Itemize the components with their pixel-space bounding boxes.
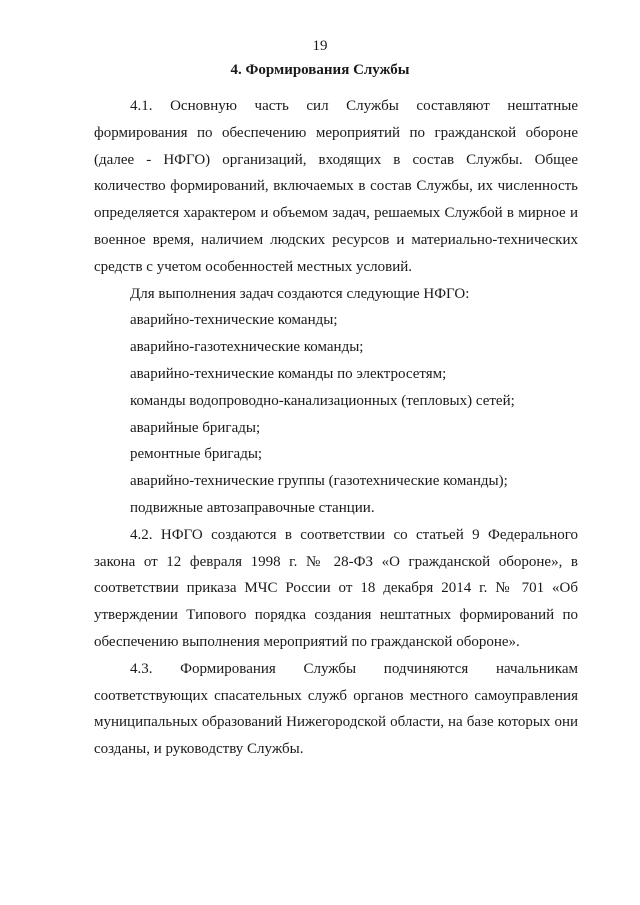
text-line: военное время, наличием людских ресурсов и материально-технических	[94, 231, 578, 248]
page-number: 19	[312, 38, 328, 54]
text-line: соответствующих спасательных служб органов местного самоуправления	[94, 687, 578, 704]
list-intro: Для выполнения задач создаются следующие НФГО:	[130, 285, 470, 302]
text-line: определяется характером и объемом задач, решаемых Службой в мирное и	[94, 205, 578, 222]
text-line: утверждении Типового порядка создания нештатных формирований по	[94, 607, 578, 624]
list-item: аварийно-технические команды по электросетям;	[130, 365, 447, 382]
list-item: аварийно-технические группы (газотехнические команды);	[130, 473, 508, 490]
list-item: аварийно-технические команды;	[130, 312, 338, 329]
list-item: подвижные автозаправочные станции.	[130, 499, 375, 516]
text-line: соответствии приказа МЧС России от 18 декабря 2014 г. № 701 «Об	[94, 580, 578, 597]
list-item: ремонтные бригады;	[130, 446, 263, 463]
document-body	[94, 93, 578, 763]
text-line: формирования по обеспечению мероприятий по гражданской обороне	[94, 124, 578, 141]
paragraph-4-2	[94, 522, 578, 656]
text-line: количество формирований, включаемых в состав Службы, их численность	[94, 178, 578, 195]
text-line: 4.2. НФГО создаются в соответствии со статьей 9 Федерального	[130, 526, 578, 543]
text-line: средств с учетом особенностей местных условий.	[94, 258, 413, 275]
list-item: аварийные бригады;	[130, 419, 261, 436]
paragraph-4-1	[94, 93, 578, 281]
text-line: обеспечению выполнения мероприятий по гражданской обороне».	[94, 633, 520, 650]
list-item: команды водопроводно-канализационных (тепловых) сетей;	[130, 392, 515, 409]
text-line: 4.1. Основную часть сил Службы составляют нештатные	[130, 98, 578, 114]
text-line: муниципальных образований Нижегородской области, на базе которых они	[94, 714, 578, 731]
text-line: 4.3. Формирования Службы подчиняются начальникам	[130, 660, 578, 677]
text-line: (далее - НФГО) организаций, входящих в состав Службы. Общее	[94, 151, 578, 168]
list-item: аварийно-газотехнические команды;	[130, 339, 364, 356]
text-line: созданы, и руководству Службы.	[94, 741, 304, 758]
text-line: закона от 12 февраля 1998 г. № 28-ФЗ «О гражданской обороне», в	[94, 553, 578, 570]
section-title: 4. Формирования Службы	[230, 62, 410, 78]
paragraph-4-3	[94, 656, 578, 763]
